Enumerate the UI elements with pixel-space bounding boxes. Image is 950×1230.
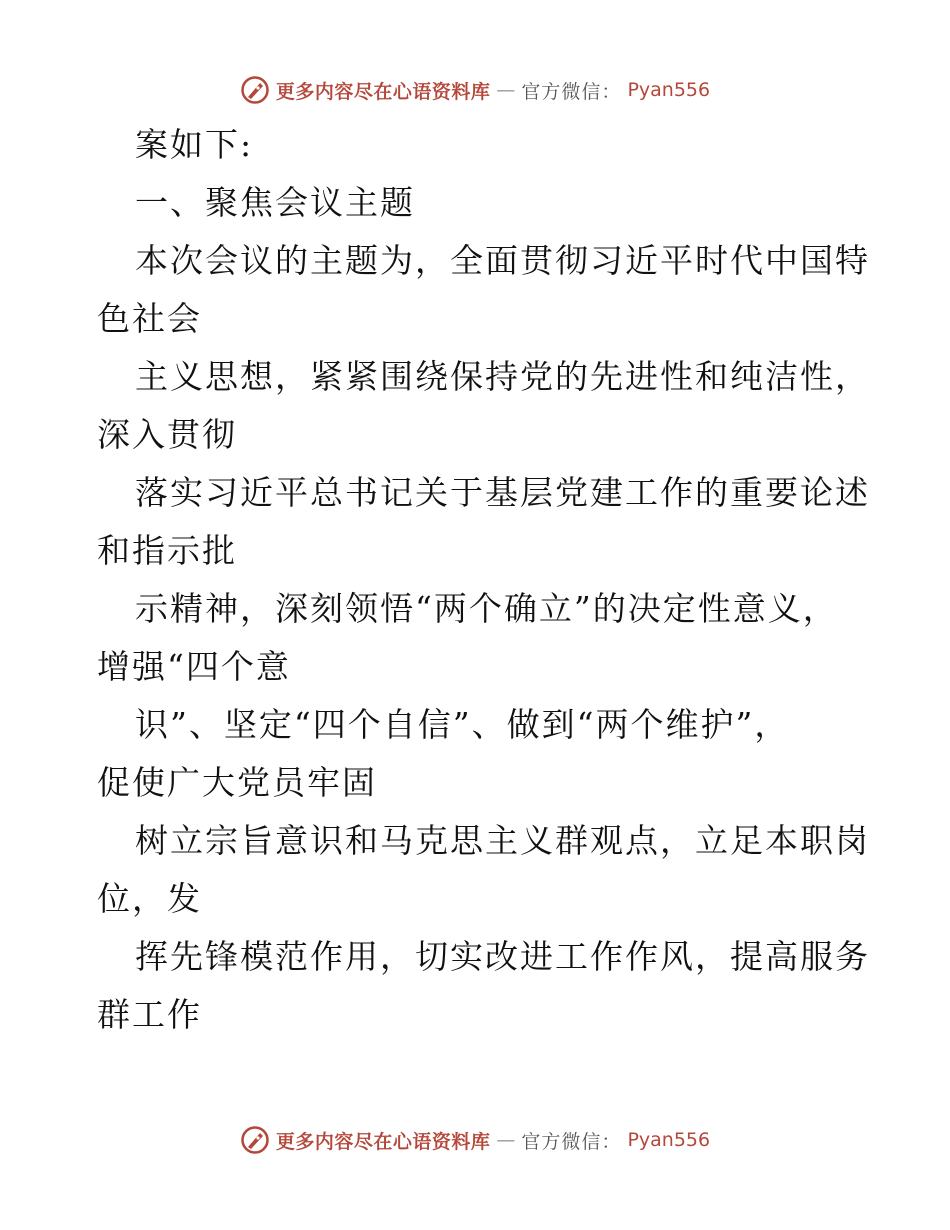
body-line: 促使广大党员牢固 [97, 763, 377, 802]
banner-handle: Pyan556 [627, 1129, 711, 1151]
body-line: 识”、坚定“四个自信”、做到“两个维护”， [135, 705, 790, 744]
section-heading: 一、聚焦会议主题 [135, 183, 415, 222]
body-line: 位，发 [97, 879, 202, 918]
banner-official-label: 官方微信： [521, 1130, 622, 1153]
body-line: 主义思想，紧紧围绕保持党的先进性和纯洁性， [135, 357, 870, 396]
body-line: 落实习近平总书记关于基层党建工作的重要论述 [135, 473, 870, 512]
body-line: 色社会 [97, 299, 202, 338]
pen-nib-circle-icon [240, 75, 270, 105]
document-body [97, 116, 870, 1044]
body-line: 深入贯彻 [97, 415, 237, 454]
pen-nib-circle-icon [240, 1125, 270, 1155]
body-line: 增强“四个意 [97, 647, 291, 686]
banner-dash: — [496, 1129, 516, 1151]
body-line: 挥先锋模范作用，切实改进工作作风，提高服务 [135, 937, 870, 976]
banner-brand: 更多内容尽在心语资料库 [275, 80, 491, 103]
banner-dash: — [496, 79, 516, 101]
banner-official-label: 官方微信： [521, 80, 622, 103]
banner-brand: 更多内容尽在心语资料库 [275, 1130, 491, 1153]
body-line: 和指示批 [97, 531, 237, 570]
body-line: 树立宗旨意识和马克思主义群观点，立足本职岗 [135, 821, 870, 860]
header-banner [0, 70, 950, 110]
body-line: 案如下: [135, 125, 254, 164]
footer-banner [0, 1120, 950, 1160]
banner-handle: Pyan556 [627, 79, 711, 101]
body-line: 示精神，深刻领悟“两个确立”的决定性意义， [135, 589, 838, 628]
body-line: 本次会议的主题为，全面贯彻习近平时代中国特 [135, 241, 870, 280]
body-line: 群工作 [97, 995, 202, 1034]
